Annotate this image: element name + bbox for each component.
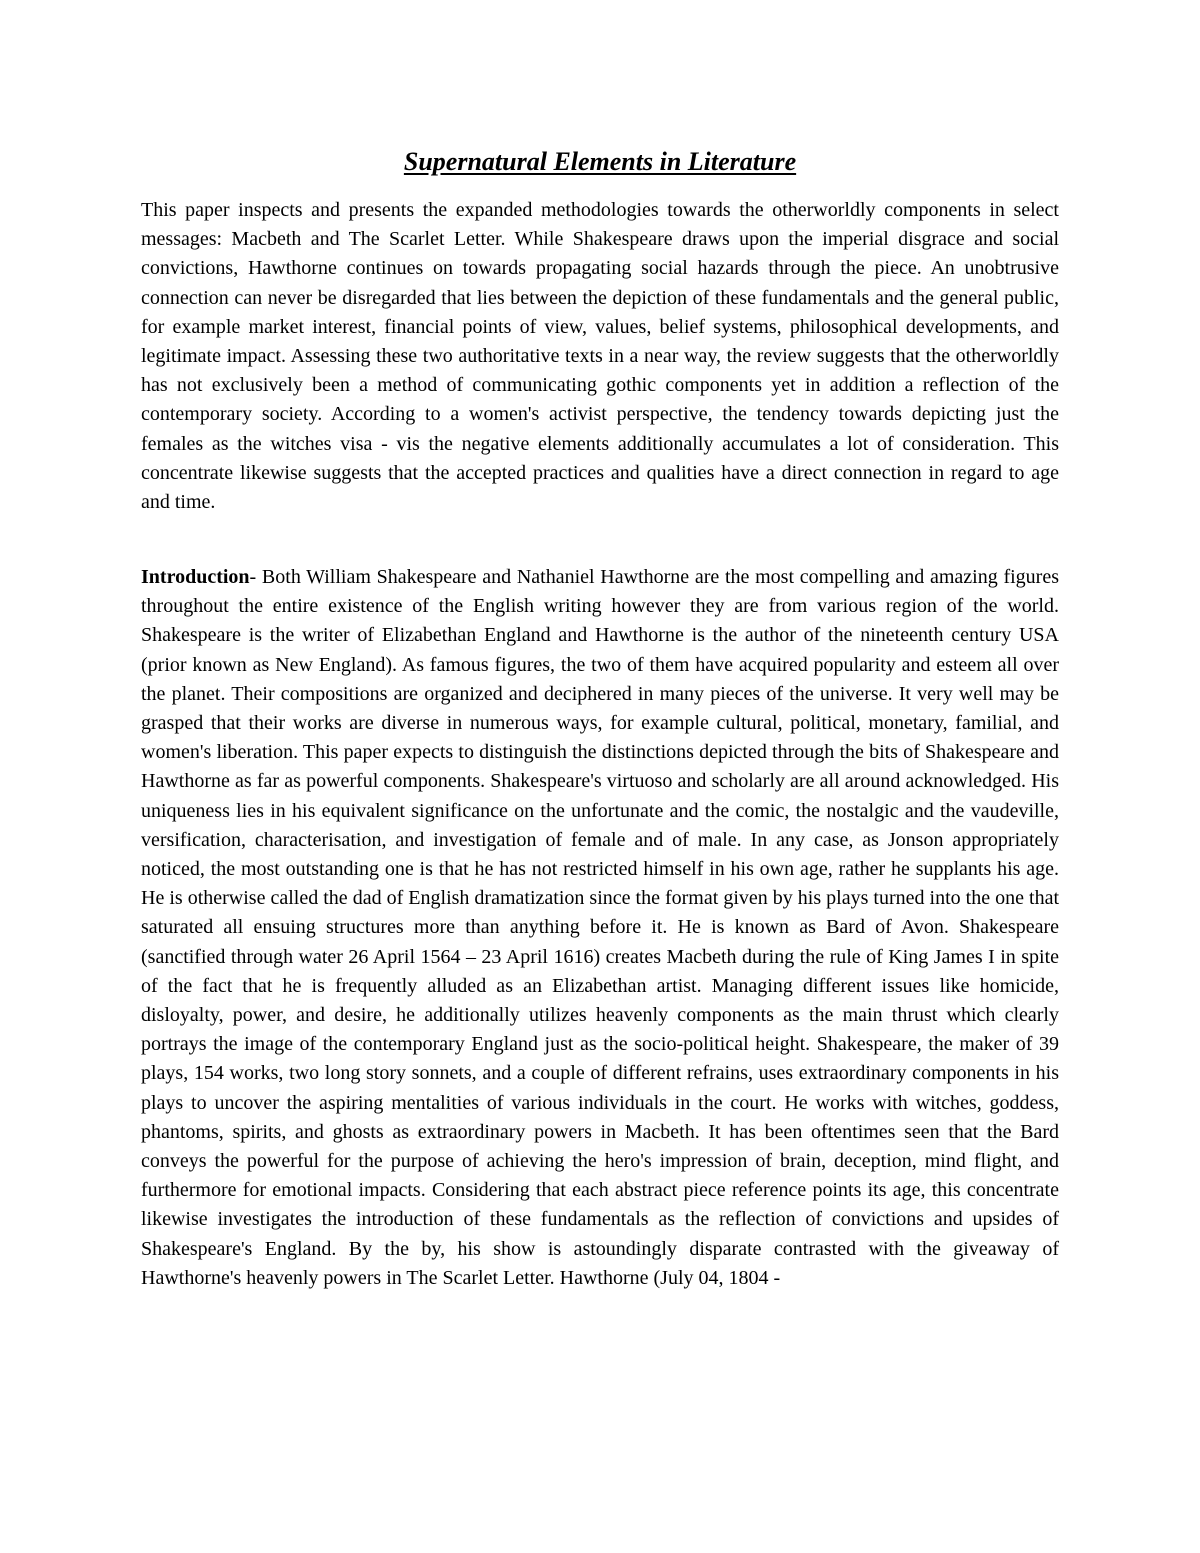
document-title: Supernatural Elements in Literature bbox=[403, 147, 797, 176]
introduction-heading: Introduction bbox=[141, 566, 250, 588]
introduction-body: Both William Shakespeare and Nathaniel Hawthorne are the most compelling and amazing figures throughout the entire existence of the English writing however they are from various region of the world. Shakespeare is the writer of Elizabethan England and Hawthorne is the author of the nineteenth century USA (prior known as New England). As famous figures, the two of them have acquired popularity and esteem all over the planet. Their compositions are organized and deciphered in many pieces of the universe. It very well may be grasped that their works are diverse in numerous ways, for example cultural, political, monetary, familial, and women's liberation. This paper expects to distinguish the distinctions depicted through the bits of Shakespeare and Hawthorne as far as powerful components. Shakespeare's virtuoso and scholarly are all around acknowledged. His uniqueness lies in his equivalent significance on the unfortunate and the comic, the nostalgic and the vaudeville, versification, characterisation, and investigation of female and of male. In any case, as Jonson appropriately noticed, the most outstanding one is that he has not restricted himself in his own age, rather he supplants his age. He is otherwise called the dad of English dramatization since the format given by his plays turned into the one that saturated all ensuing structures more than anything before it. He is known as Bard of Avon. Shakespeare (sanctified through water 26 April 1564 – 23 April 1616) creates Macbeth during the rule of King James I in spite of the fact that he is frequently alluded as an Elizabethan artist. Managing different issues like homicide, disloyalty, power, and desire, he additionally utilizes heavenly components as the main thrust which clearly portrays the image of the contemporary England just as the socio-political height. Shakespeare, the maker of 39 plays, 154 works, two long story sonnets, and a couple of different refrains, uses extraordinary components in his plays to uncover the aspiring mentalities of various individuals in the court. He works with witches, goddess, phantoms, spirits, and ghosts as extraordinary powers in Macbeth. It has been oftentimes seen that the Bard conveys the powerful for the purpose of achieving the hero's impression of brain, deception, mind flight, and furthermore for emotional impacts. Considering that each abstract piece reference points its age, this concentrate likewise investigates the introduction of these fundamentals as the reflection of convictions and upsides of Shakespeare's England. By the by, his show is astoundingly disparate contrasted with the giveaway of Hawthorne's heavenly powers in The Scarlet Letter. Hawthorne (July 04, 1804 - bbox=[141, 566, 1059, 1289]
introduction-paragraph bbox=[141, 563, 1059, 1293]
abstract-paragraph: This paper inspects and presents the expanded methodologies towards the otherworldly components in select messages: Macbeth and The Scarlet Letter. While Shakespeare draws upon the imperial disgrace and social convictions, Hawthorne continues on towards propagating social hazards through the piece. An unobtrusive connection can never be disregarded that lies between the depiction of these fundamentals and the general public, for example market interest, financial points of view, values, belief systems, philosophical developments, and legitimate impact. Assessing these two authoritative texts in a near way, the review suggests that the otherworldly has not exclusively been a method of communicating gothic components yet in addition a reflection of the contemporary society. According to a women's activist perspective, the tendency towards depicting just the females as the witches visa - vis the negative elements additionally accumulates a lot of consideration. This concentrate likewise suggests that the accepted practices and qualities have a direct connection in regard to age and time. bbox=[141, 199, 1059, 514]
introduction-separator: - bbox=[249, 566, 262, 588]
